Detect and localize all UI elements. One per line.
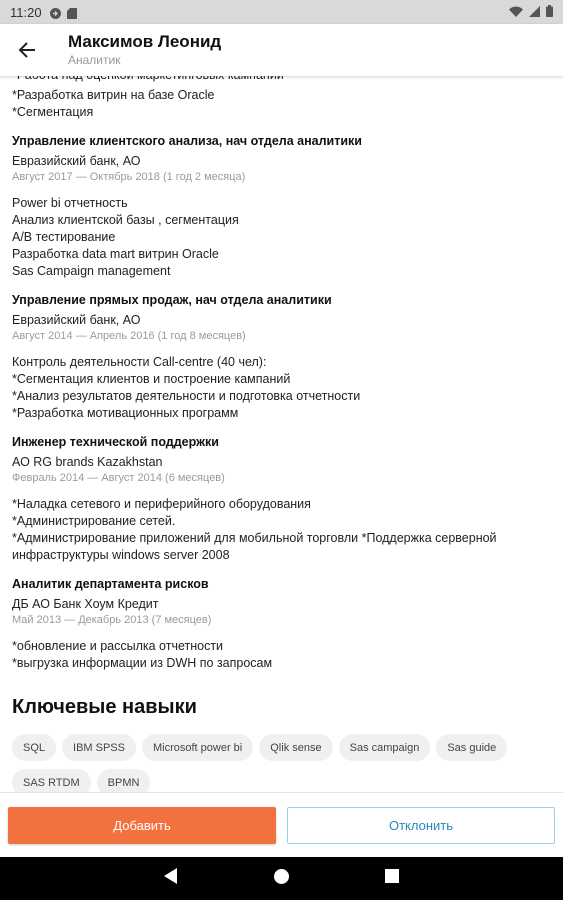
reject-button[interactable]: Отклонить: [287, 807, 555, 844]
job-entry: [12, 576, 551, 672]
job-company: ДБ АО Банк Хоум Кредит: [12, 597, 159, 611]
signal-icon: [529, 5, 540, 20]
job-description: Контроль деятельности Call-centre (40 чел): *Сегментация клиентов и построение кампаний *Анализ результатов деятельности и подготовка отчетности *Разработка мотивационных программ: [12, 355, 361, 420]
back-button[interactable]: [0, 24, 54, 76]
job-entry: [12, 434, 551, 564]
status-bar: [0, 0, 563, 24]
battery-icon: [546, 5, 553, 20]
action-bar: [0, 792, 563, 857]
job-company: АО RG brands Kazakhstan: [12, 455, 163, 469]
experience-line: *Разработка витрин на базе Oracle: [12, 88, 215, 102]
status-time: 11:20: [10, 4, 42, 20]
skills-chips: [12, 734, 551, 796]
job-company: Евразийский банк, АО: [12, 313, 141, 327]
job-entry: [12, 133, 551, 280]
skills-heading: Ключевые навыки: [12, 696, 197, 718]
app-bar: [0, 24, 563, 76]
skill-chip: Sas guide: [436, 734, 507, 761]
sd-card-icon: [67, 7, 78, 18]
wifi-icon: [509, 5, 523, 20]
job-description: *обновление и рассылка отчетности *выгрузка информации из DWH по запросам: [12, 639, 273, 670]
skill-chip: Microsoft power bi: [142, 734, 253, 761]
nav-home-icon[interactable]: [274, 869, 289, 889]
clipped-text-line: [12, 76, 551, 87]
experience-line: *Сегментация: [12, 105, 94, 119]
job-description: *Наладка сетевого и периферийного оборудования *Администрирование сетей. *Администрирование приложений для мобильной торговли *Поддержка серверной инфраструктуры windows server 2008: [12, 497, 497, 562]
skill-chip: Qlik sense: [259, 734, 332, 761]
job-entry: [12, 292, 551, 422]
job-title: Аналитик департамента рисков: [12, 577, 209, 591]
add-button[interactable]: Добавить: [8, 807, 276, 844]
resume-scroll-content[interactable]: [0, 76, 563, 792]
system-nav-bar: [0, 857, 563, 900]
job-period: Май 2013 — Декабрь 2013 (7 месяцев): [12, 614, 212, 626]
job-period: Август 2014 — Апрель 2016 (1 год 8 месяцев): [12, 330, 246, 342]
arrow-back-icon: [18, 41, 36, 59]
job-description: Power bi отчетность Анализ клиентской базы , сегментация A/B тестирование Разработка data mart витрин Oracle Sas Campaign management: [12, 196, 239, 278]
job-company: Евразийский банк, АО: [12, 154, 141, 168]
nav-back-icon[interactable]: [164, 868, 178, 889]
job-period: Август 2017 — Октябрь 2018 (1 год 2 месяца): [12, 171, 246, 183]
header-titles: [68, 32, 221, 68]
skill-chip: BPMN: [97, 769, 151, 796]
skill-chip: IBM SPSS: [62, 734, 136, 761]
skill-chip: SAS RTDM: [12, 769, 91, 796]
app-notification-icon: [50, 7, 61, 18]
job-title: Инженер технической поддержки: [12, 435, 219, 449]
job-title: Управление клиентского анализа, нач отдела аналитики: [12, 134, 362, 148]
skill-chip: Sas campaign: [339, 734, 431, 761]
nav-recents-icon[interactable]: [385, 869, 399, 888]
candidate-position: Аналитик: [68, 53, 121, 67]
skill-chip: SQL: [12, 734, 56, 761]
job-period: Февраль 2014 — Август 2014 (6 месяцев): [12, 472, 225, 484]
job-title: Управление прямых продаж, нач отдела аналитики: [12, 293, 332, 307]
candidate-name: Максимов Леонид: [68, 32, 222, 51]
